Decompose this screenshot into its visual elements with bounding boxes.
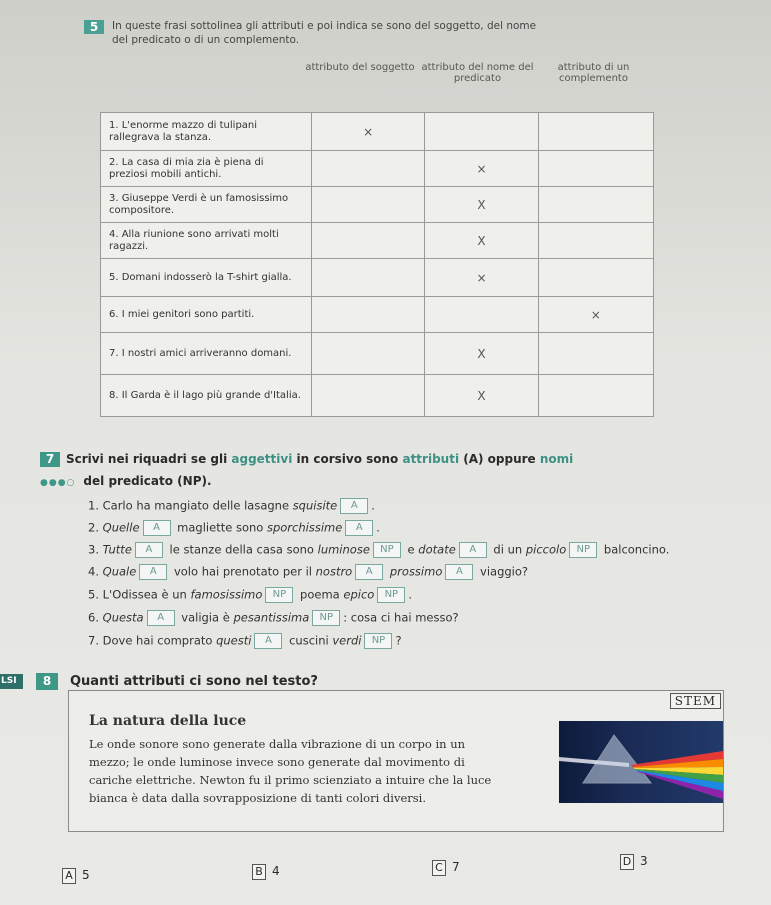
- answer-cell[interactable]: [311, 375, 424, 417]
- answer-box[interactable]: NP: [569, 542, 597, 558]
- sentence-cell: 6. I miei genitori sono partiti.: [101, 297, 312, 333]
- answer-cell[interactable]: [538, 375, 653, 417]
- answer-cell[interactable]: [538, 223, 653, 259]
- answer-cell[interactable]: [425, 113, 538, 151]
- answer-box[interactable]: A: [340, 498, 368, 514]
- sentence-cell: 3. Giuseppe Verdi è un famosissimo compositore.: [101, 187, 312, 223]
- answer-option-d[interactable]: D 3: [620, 854, 648, 870]
- attribute-table: [100, 112, 654, 417]
- answer-cell[interactable]: [311, 151, 424, 187]
- sentence-cell: 8. Il Garda è il lago più grande d'Italia.: [101, 375, 312, 417]
- answer-cell[interactable]: [425, 297, 538, 333]
- answer-box[interactable]: NP: [377, 587, 405, 603]
- answer-cell[interactable]: [311, 223, 424, 259]
- sentence-3: 3. Tutte A le stanze della casa sono luminose NP e dotate A di un piccolo NP balconcino.: [88, 542, 670, 557]
- answer-box[interactable]: A: [355, 564, 383, 580]
- stem-title: La natura della luce: [89, 713, 247, 729]
- exercise-number-badge: 5: [84, 20, 104, 34]
- answer-cell[interactable]: ×: [425, 259, 538, 297]
- answer-cell[interactable]: X: [425, 333, 538, 375]
- answer-box[interactable]: A: [135, 542, 163, 558]
- answer-box[interactable]: A: [147, 610, 175, 626]
- answer-box[interactable]: NP: [373, 542, 401, 558]
- table-row: [101, 113, 654, 151]
- answer-box[interactable]: A: [139, 564, 167, 580]
- answer-cell[interactable]: [311, 187, 424, 223]
- answer-cell[interactable]: [311, 297, 424, 333]
- answer-box[interactable]: A: [445, 564, 473, 580]
- answer-box[interactable]: A: [143, 520, 171, 536]
- column-header-subject: attributo del soggetto: [305, 62, 415, 73]
- table-row: [101, 151, 654, 187]
- sentence-7: 7. Dove hai comprato questi A cuscini verdi NP ?: [88, 633, 402, 648]
- prism-image: [559, 721, 723, 803]
- answer-cell[interactable]: [538, 187, 653, 223]
- exercise-8-question: Quanti attributi ci sono nel testo?: [70, 674, 318, 689]
- answer-box[interactable]: NP: [312, 610, 340, 626]
- answer-cell[interactable]: ×: [425, 151, 538, 187]
- stem-label: STEM: [670, 693, 721, 709]
- lsi-tag: LSI: [0, 674, 23, 689]
- sentence-5: 5. L'Odissea è un famosissimo NP poema epico NP .: [88, 587, 412, 602]
- answer-cell[interactable]: [538, 333, 653, 375]
- answer-cell[interactable]: X: [425, 187, 538, 223]
- sentence-cell: 7. I nostri amici arriveranno domani.: [101, 333, 312, 375]
- instruction-line-1: In queste frasi sottolinea gli attributi e poi indica se sono del soggetto, del nome: [112, 20, 537, 32]
- exercise-7-title: 7 Scrivi nei riquadri se gli aggettivi in corsivo sono attributi (A) oppure nomi: [40, 452, 573, 467]
- answer-box[interactable]: NP: [364, 633, 392, 649]
- column-header-complement: attributo di un complemento: [557, 62, 630, 84]
- table-row: [101, 333, 654, 375]
- table-row: [101, 259, 654, 297]
- exercise-8-number: 8: [36, 673, 58, 690]
- stem-text-box: [68, 690, 724, 832]
- sentence-cell: 4. Alla riunione sono arrivati molti ragazzi.: [101, 223, 312, 259]
- answer-cell[interactable]: [538, 151, 653, 187]
- exercise-7-number: 7: [40, 452, 60, 467]
- table-row: [101, 375, 654, 417]
- answer-option-b[interactable]: B 4: [252, 864, 280, 880]
- answer-option-c[interactable]: C 7: [432, 860, 460, 876]
- answer-box[interactable]: A: [459, 542, 487, 558]
- answer-cell[interactable]: [538, 259, 653, 297]
- answer-cell[interactable]: X: [425, 223, 538, 259]
- answer-cell[interactable]: ×: [538, 297, 653, 333]
- instruction-line-2: del predicato o di un complemento.: [112, 34, 300, 46]
- answer-box[interactable]: A: [254, 633, 282, 649]
- sentence-6: 6. Questa A valigia è pesantissima NP : cosa ci hai messo?: [88, 610, 459, 625]
- table-row: [101, 297, 654, 333]
- sentence-4: 4. Quale A volo hai prenotato per il nostro A prossimo A viaggio?: [88, 564, 528, 579]
- sentence-cell: 5. Domani indosserò la T-shirt gialla.: [101, 259, 312, 297]
- answer-cell[interactable]: [311, 333, 424, 375]
- column-header-predicate: attributo del nome del predicato: [421, 62, 534, 84]
- table-row: [101, 223, 654, 259]
- table-row: [101, 187, 654, 223]
- difficulty-dots: ●●●○: [40, 478, 76, 488]
- answer-cell[interactable]: ×: [311, 113, 424, 151]
- answer-option-a[interactable]: A 5: [62, 868, 90, 884]
- sentence-1: 1. Carlo ha mangiato delle lasagne squisite A .: [88, 498, 375, 513]
- sentence-cell: 1. L'enorme mazzo di tulipani rallegrava la stanza.: [101, 113, 312, 151]
- exercise-7-subtitle: ●●●○ del predicato (NP).: [40, 474, 212, 488]
- sentence-2: 2. Quelle A magliette sono sporchissime A .: [88, 520, 380, 535]
- answer-box[interactable]: A: [345, 520, 373, 536]
- answer-box[interactable]: NP: [265, 587, 293, 603]
- sentence-cell: 2. La casa di mia zia è piena di preziosi mobili antichi.: [101, 151, 312, 187]
- answer-cell[interactable]: [311, 259, 424, 297]
- answer-cell[interactable]: X: [425, 375, 538, 417]
- answer-cell[interactable]: [538, 113, 653, 151]
- stem-paragraph: Le onde sonore sono generate dalla vibrazione di un corpo in un mezzo; le onde luminose invece sono generate dal movimento di cariche elettriche. Newton fu il primo scienziato a intuire che la luce bianca è data dalla sovrapposizione di tanti colori diversi.: [89, 737, 492, 805]
